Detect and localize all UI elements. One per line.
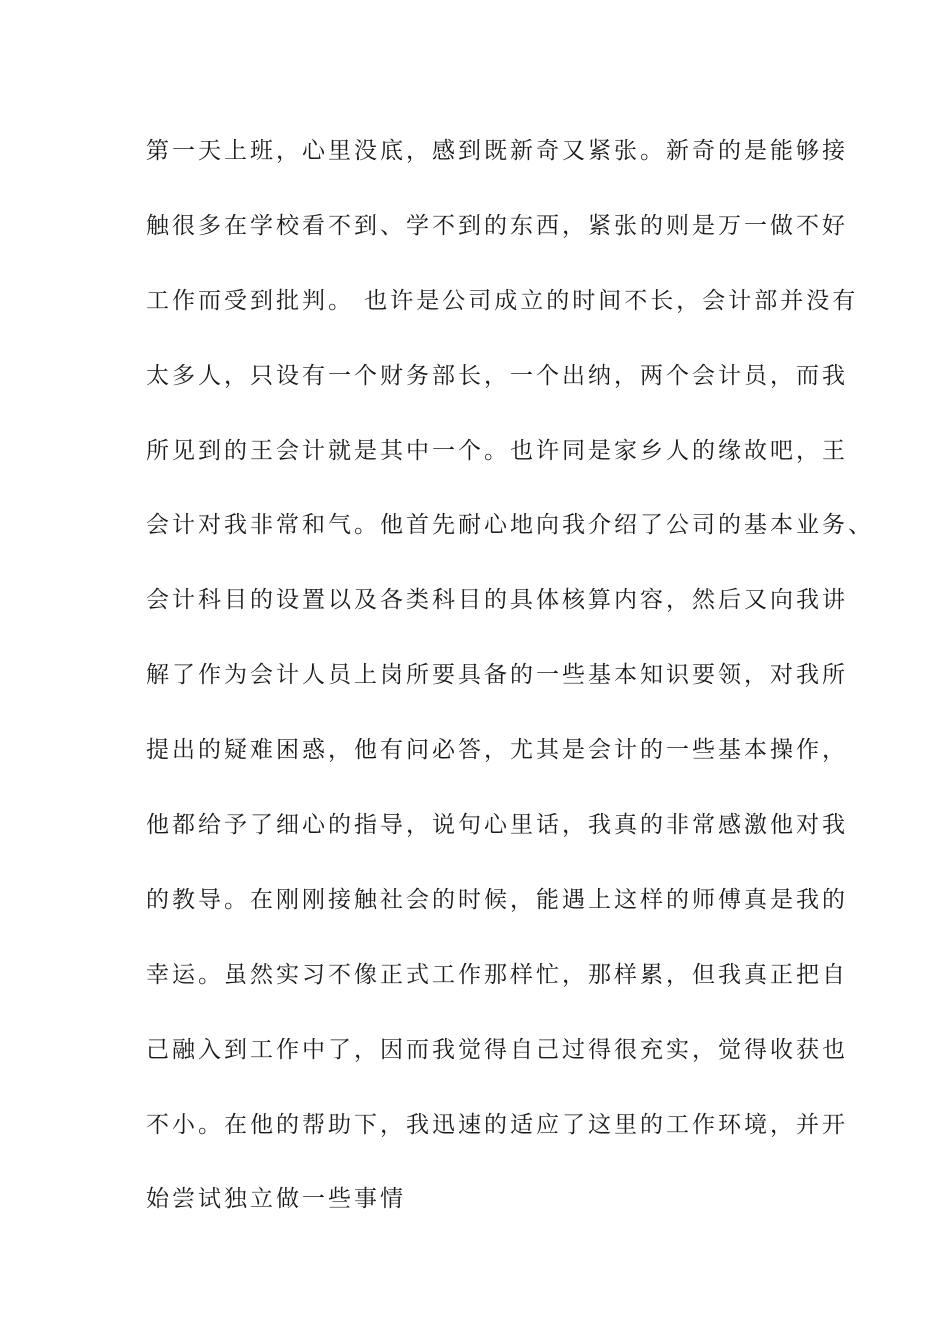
text-line: 第一天上班，心里没底，感到既新奇又紧张。新奇的是能够接 (146, 138, 848, 164)
text-line: 他都给予了细心的指导，说句心里话，我真的非常感激他对我 (146, 812, 848, 839)
body-paragraph (146, 133, 874, 1256)
text-line: 会计科目的设置以及各类科目的具体核算内容，然后又向我讲 (146, 587, 848, 614)
text-line: 会计对我非常和气。他首先耐心地向我介绍了公司的基本业务、 (146, 512, 874, 539)
text-line: 己融入到工作中了，因而我觉得自己过得很充实，觉得收获也 (146, 1036, 848, 1063)
text-line: 幸运。虽然实习不像正式工作那样忙，那样累，但我真正把自 (146, 961, 848, 988)
text-line: 所见到的王会计就是其中一个。也许同是家乡人的缘故吧，王 (146, 437, 848, 464)
text-line: 的教导。在刚刚接触社会的时候，能遇上这样的师傅真是我的 (146, 886, 848, 913)
text-line: 不小。在他的帮助下，我迅速的适应了这里的工作环境，并开 (146, 1111, 848, 1138)
text-line: 提出的疑难困惑，他有问必答，尤其是会计的一些基本操作， (146, 737, 848, 764)
text-line: 太多人，只设有一个财务部长，一个出纳，两个会计员，而我 (146, 362, 848, 389)
text-line: 始尝试独立做一些事情 (146, 1186, 406, 1213)
text-line: 解了作为会计人员上岗所要具备的一些基本知识要领，对我所 (146, 662, 848, 689)
text-line: 工作而受到批判。 也许是公司成立的时间不长，会计部并没有 (146, 287, 859, 314)
text-line: 触很多在学校看不到、学不到的东西，紧张的则是万一做不好 (146, 212, 848, 239)
